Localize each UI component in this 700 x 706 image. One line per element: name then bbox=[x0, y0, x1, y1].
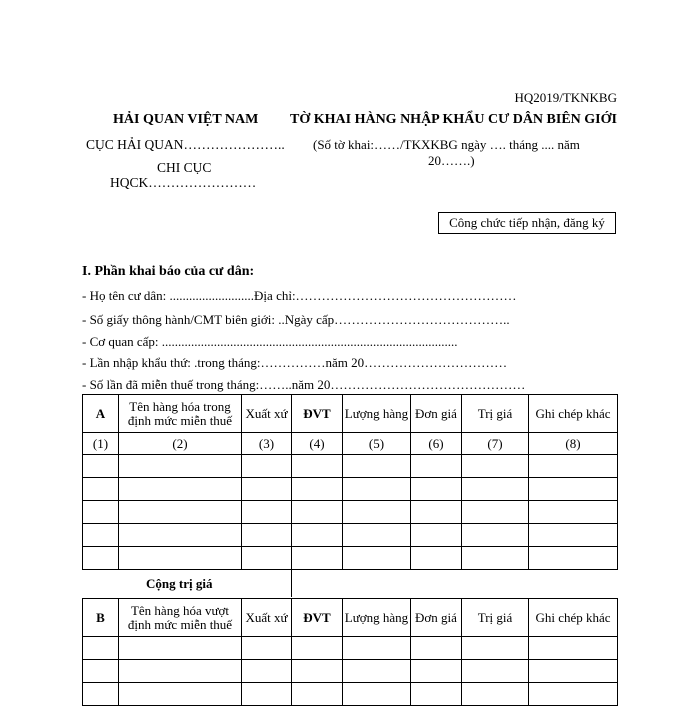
col-num: (1) bbox=[83, 433, 119, 455]
table-row bbox=[83, 478, 618, 501]
department-line: CỤC HẢI QUAN………………….. bbox=[86, 137, 285, 152]
col-num: (7) bbox=[462, 433, 529, 455]
table-a-header-row bbox=[83, 395, 618, 433]
table-row bbox=[83, 683, 618, 706]
import-count-line: - Lần nhập khẩu thứ: .trong tháng:……………năm 20…………………………… bbox=[82, 355, 508, 370]
table-a-number-row bbox=[83, 433, 618, 455]
col-b-unit-price: Đơn giá bbox=[411, 599, 462, 637]
form-title: TỜ KHAI HÀNG NHẬP KHẨU CƯ DÂN BIÊN GIỚI bbox=[290, 112, 617, 127]
col-b-value: Trị giá bbox=[462, 599, 529, 637]
col-a-goods-name: Tên hàng hóa trong định mức miễn thuế bbox=[119, 395, 242, 433]
col-a-index: A bbox=[83, 395, 119, 433]
form-number-line1: (Số tờ khai:……/TKXKBG ngày …. tháng .... năm bbox=[313, 137, 580, 152]
table-b-header-row bbox=[83, 599, 618, 637]
form-number-line2: 20…….) bbox=[428, 153, 475, 168]
col-num: (2) bbox=[119, 433, 242, 455]
col-num: (6) bbox=[411, 433, 462, 455]
branch-line2: HQCK…………………… bbox=[110, 175, 257, 190]
table-row bbox=[83, 455, 618, 478]
table-row bbox=[83, 524, 618, 547]
table-b bbox=[82, 598, 618, 706]
col-b-unit: ĐVT bbox=[292, 599, 343, 637]
col-b-notes: Ghi chép khác bbox=[529, 599, 618, 637]
subtotal-label: Cộng trị giá bbox=[146, 576, 213, 591]
form-code: HQ2019/TKNKBG bbox=[514, 90, 617, 105]
table-a bbox=[82, 394, 618, 597]
col-a-notes: Ghi chép khác bbox=[529, 395, 618, 433]
exemption-count-line: - Số lần đã miễn thuế trong tháng:……..năm 20……………………………………… bbox=[82, 377, 526, 392]
table-row bbox=[83, 501, 618, 524]
col-num: (8) bbox=[529, 433, 618, 455]
col-b-quantity: Lượng hàng bbox=[343, 599, 411, 637]
table-row bbox=[83, 637, 618, 660]
agency-name: HẢI QUAN VIỆT NAM bbox=[113, 112, 259, 127]
col-b-index: B bbox=[83, 599, 119, 637]
col-a-unit-price: Đơn giá bbox=[411, 395, 462, 433]
col-a-origin: Xuất xứ bbox=[242, 395, 292, 433]
table-row bbox=[83, 660, 618, 683]
table-row bbox=[83, 547, 618, 570]
col-num: (4) bbox=[292, 433, 343, 455]
resident-name-line: - Họ tên cư dân: ..........................Địa chỉ:…………………………………………… bbox=[82, 288, 517, 303]
col-a-value: Trị giá bbox=[462, 395, 529, 433]
section-title: I. Phần khai báo của cư dân: bbox=[82, 264, 255, 279]
branch-line1: CHI CỤC bbox=[157, 160, 212, 175]
col-a-unit: ĐVT bbox=[292, 395, 343, 433]
col-num: (5) bbox=[343, 433, 411, 455]
col-a-quantity: Lượng hàng bbox=[343, 395, 411, 433]
col-num: (3) bbox=[242, 433, 292, 455]
col-b-origin: Xuất xứ bbox=[242, 599, 292, 637]
permit-number-line: - Số giấy thông hành/CMT biên giới: ..Ngày cấp………………………………….. bbox=[82, 312, 510, 327]
official-stamp-box: Công chức tiếp nhận, đăng ký bbox=[438, 212, 616, 234]
col-b-goods-name: Tên hàng hóa vượt định mức miễn thuế bbox=[119, 599, 242, 637]
issuing-agency-line: - Cơ quan cấp: ........................................................................................... bbox=[82, 334, 458, 349]
